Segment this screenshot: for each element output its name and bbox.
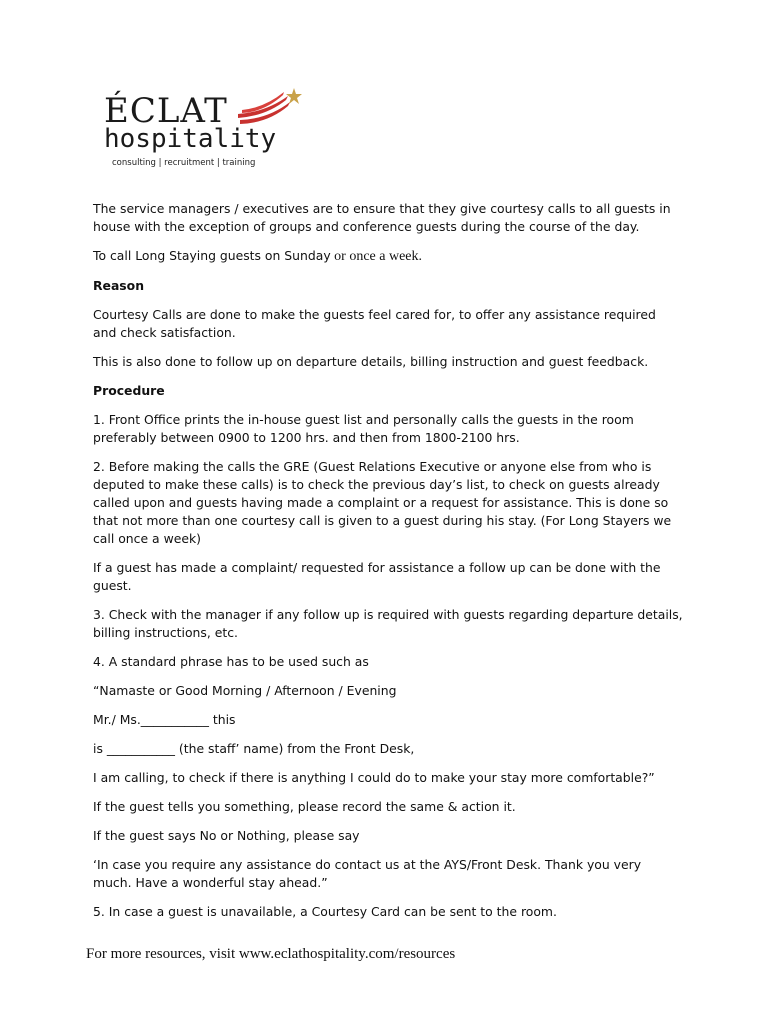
paragraph-text: ‘In case you require any assistance do contact us at the AYS/Front Desk. Thank you very much. Have a wonderful stay ahead.” bbox=[93, 857, 642, 890]
paragraph-text: 5. In case a guest is unavailable, a Courtesy Card can be sent to the room. bbox=[93, 904, 557, 919]
document-body bbox=[93, 200, 683, 932]
paragraph bbox=[93, 353, 683, 371]
paragraph bbox=[93, 798, 683, 816]
paragraph-text: If the guest tells you something, please record the same & action it. bbox=[93, 799, 516, 814]
paragraph-text: To call Long Staying guests on Sunday bbox=[93, 248, 331, 263]
paragraph bbox=[93, 653, 683, 671]
logo-swoosh-star-icon bbox=[236, 86, 306, 126]
footer-resources-link[interactable]: For more resources, visit www.eclathospitality.com/resources bbox=[86, 946, 456, 962]
paragraph bbox=[93, 827, 683, 845]
paragraph bbox=[93, 856, 683, 892]
paragraph-tail: or once a week. bbox=[330, 249, 423, 264]
paragraph bbox=[93, 682, 683, 700]
section-heading bbox=[93, 382, 683, 400]
paragraph bbox=[93, 740, 683, 758]
paragraph bbox=[93, 769, 683, 787]
paragraph-text: This is also done to follow up on departure details, billing instruction and guest feedback. bbox=[93, 354, 649, 369]
paragraph bbox=[93, 200, 683, 236]
logo-name: hospitality bbox=[104, 124, 277, 154]
paragraph bbox=[93, 458, 683, 548]
paragraph bbox=[93, 903, 683, 921]
paragraph-text: 3. Check with the manager if any follow up is required with guests regarding departure details, billing instructions, etc. bbox=[93, 607, 683, 640]
paragraph-text: Courtesy Calls are done to make the guests feel cared for, to offer any assistance required and check satisfaction. bbox=[93, 307, 656, 340]
paragraph-text: Mr./ Ms.___________ this bbox=[93, 712, 236, 727]
paragraph-text: If the guest says No or Nothing, please say bbox=[93, 828, 360, 843]
paragraph-text: Procedure bbox=[93, 383, 165, 398]
paragraph-text: 2. Before making the calls the GRE (Guest Relations Executive or anyone else from who is deputed to make these calls) is to check the previous day’s list, to check on guests already called upon and guests having made a complaint or a request for assistance. This is done so that not more than one courtesy call is given to a guest during his stay. (For Long Stayers we call once a week) bbox=[93, 459, 672, 546]
paragraph-text: is ___________ (the staff’ name) from the Front Desk, bbox=[93, 741, 415, 756]
logo-tagline: consulting | recruitment | training bbox=[112, 158, 256, 168]
section-heading bbox=[93, 277, 683, 295]
paragraph-text: Reason bbox=[93, 278, 145, 293]
paragraph bbox=[93, 247, 683, 266]
paragraph bbox=[93, 411, 683, 447]
paragraph-text: 4. A standard phrase has to be used such as bbox=[93, 654, 369, 669]
eclat-logo bbox=[104, 86, 304, 176]
paragraph bbox=[93, 306, 683, 342]
paragraph-text: I am calling, to check if there is anything I could do to make your stay more comfortable?” bbox=[93, 770, 655, 785]
paragraph bbox=[93, 606, 683, 642]
paragraph bbox=[93, 559, 683, 595]
logo-brand: ÉCLAT bbox=[104, 91, 228, 131]
paragraph-text: “Namaste or Good Morning / Afternoon / Evening bbox=[93, 683, 397, 698]
paragraph-text: 1. Front Office prints the in-house guest list and personally calls the guests in the room preferably between 0900 to 1200 hrs. and then from 1800-2100 hrs. bbox=[93, 412, 634, 445]
paragraph bbox=[93, 711, 683, 729]
paragraph-text: The service managers / executives are to ensure that they give courtesy calls to all guests in house with the exception of groups and conference guests during the course of the day. bbox=[93, 201, 671, 234]
paragraph-text: If a guest has made a complaint/ requested for assistance a follow up can be done with the guest. bbox=[93, 560, 661, 593]
